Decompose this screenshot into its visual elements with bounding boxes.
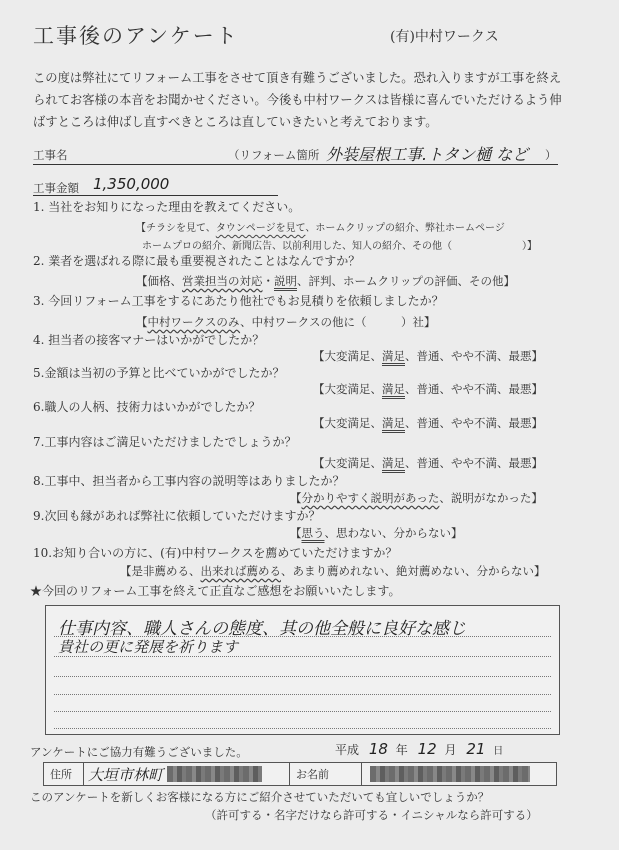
address-field[interactable] <box>84 763 290 785</box>
option-text: 【チラシを見て、 <box>136 223 216 234</box>
project-name-field[interactable] <box>33 142 558 165</box>
option-text: 【是非薦める、 <box>120 564 201 578</box>
option-text: 【価格、 <box>136 274 182 288</box>
date-era: 平成 <box>335 743 360 757</box>
comment-line-2: 貴社の更に発展を祈ります <box>58 638 239 656</box>
selected-option[interactable]: 営業担当の対応 <box>182 274 263 288</box>
question-8-options <box>290 490 543 506</box>
question-6-options <box>313 415 543 431</box>
option-text: 、あまり薦めれない、絶対薦めない、分からない】 <box>281 564 546 578</box>
dotted-rule <box>54 676 551 677</box>
option-text: 【 <box>290 491 302 505</box>
question-10 <box>33 544 397 561</box>
date-year-unit: 年 <box>395 743 408 757</box>
date-month-unit: 月 <box>444 743 457 757</box>
intro-line-3: ばすところは伸ばし直すべきところは直していきたいと考えております。 <box>33 115 438 129</box>
question-number: 9. <box>33 509 45 523</box>
dotted-rule <box>54 694 551 695</box>
question-9 <box>33 507 320 524</box>
question-text: 金額は当初の予算と比べていかがでしたか？ <box>44 366 285 380</box>
thanks-text: アンケートにご協力有難うございました。 <box>30 745 248 759</box>
question-2 <box>33 252 360 269</box>
survey-title: 工事後のアンケート <box>33 24 239 48</box>
question-1-options-line-2: ホームプロの紹介、新聞広告、以前利用した、知人の紹介、その他（ ）】 <box>142 241 537 252</box>
question-number: 8. <box>33 474 45 488</box>
question-text: 工事内容はご満足いただけましたでしょうか？ <box>44 435 297 449</box>
question-text: お知り合いの方に、(有)中村ワークスを薦めていただけますか？ <box>52 546 398 560</box>
date-year: 18 <box>368 740 388 758</box>
question-text: 当社をお知りになった理由を教えてください。 <box>48 200 301 214</box>
permission-options[interactable]: （許可する・名字だけなら許可する・イニシャルなら許可する） <box>205 808 538 822</box>
question-4 <box>33 331 264 348</box>
option-text: 【 <box>290 526 302 540</box>
comment-prompt: ★今回のリフォーム工事を終えて正直なご感想をお願いいたします。 <box>30 584 401 598</box>
amount-field[interactable] <box>33 175 278 196</box>
option-text: 、普通、やや不満、最悪】 <box>405 456 543 470</box>
option-text: 【大変満足、 <box>313 382 382 396</box>
option-text: 【 <box>136 315 148 329</box>
name-field[interactable] <box>362 763 556 785</box>
question-text: 今回リフォーム工事をするにあたり他社でもお見積りを依頼しましたか？ <box>48 294 444 308</box>
address-label: 住所 <box>44 763 84 785</box>
question-2-options <box>136 273 515 289</box>
question-3 <box>33 292 444 309</box>
address-name-table <box>43 762 557 786</box>
option-text: 、普通、やや不満、最悪】 <box>405 349 543 363</box>
question-text: 担当者の接客マナーはいかがでしたか？ <box>48 333 265 347</box>
question-text: 工事中、担当者から工事内容の説明等はありましたか？ <box>44 474 345 488</box>
option-text: 、評判、ホームクリップの評価、その他】 <box>297 274 516 288</box>
question-6 <box>33 398 260 415</box>
date-day: 21 <box>466 740 486 758</box>
option-text: 、普通、やや不満、最悪】 <box>405 382 543 396</box>
selected-option[interactable]: 満足 <box>382 456 405 470</box>
comment-line-1: 仕事内容、職人さんの態度、其の他全般に良好な感じ <box>58 619 466 639</box>
selected-option[interactable]: 分かりやすく説明があった <box>301 491 440 505</box>
question-8 <box>33 472 344 489</box>
option-text: 【大変満足、 <box>313 416 382 430</box>
question-1 <box>33 198 300 215</box>
dotted-rule <box>54 728 551 729</box>
selected-option[interactable]: 中村ワークスのみ <box>147 315 241 329</box>
selected-option[interactable]: タウンページを見て <box>215 223 306 234</box>
question-number: 2. <box>33 254 45 268</box>
question-9-options <box>290 525 463 541</box>
date-field[interactable] <box>335 740 503 758</box>
question-1-options-line-1 <box>136 219 505 234</box>
question-number: 6. <box>33 400 45 414</box>
reform-area-suffix: ） <box>545 148 557 162</box>
reform-area-prefix: （リフォーム箇所 <box>228 148 320 162</box>
question-number: 1. <box>33 200 45 214</box>
project-name-label: 工事名 <box>33 148 68 162</box>
name-label: お名前 <box>290 763 362 785</box>
selected-option[interactable]: 説明 <box>274 274 297 288</box>
date-month: 12 <box>417 740 437 758</box>
address-value: 大垣市林町 <box>88 765 164 784</box>
question-number: 5. <box>33 366 45 380</box>
question-5 <box>33 364 284 381</box>
option-text: 【大変満足、 <box>313 349 382 363</box>
dotted-rule <box>54 711 551 712</box>
question-7-options <box>313 455 543 471</box>
intro-line-1: この度は弊社にてリフォーム工事をさせて頂き有難うございました。恐れ入りますが工事を終え <box>33 71 562 85</box>
redacted-name <box>370 766 530 782</box>
question-7 <box>33 433 296 450</box>
question-number: 3. <box>33 294 45 308</box>
option-text: 、思わない、分からない】 <box>324 526 463 540</box>
option-text: 、説明がなかった】 <box>439 491 543 505</box>
selected-option[interactable]: 出来れば薦める <box>200 564 281 578</box>
question-text: 次回も縁があれば弊社に依頼していただけますか？ <box>44 509 321 523</box>
question-number: 7. <box>33 435 45 449</box>
redacted-address <box>167 766 262 782</box>
question-number: 4. <box>33 333 45 347</box>
question-number: 10. <box>33 546 53 560</box>
question-text: 業者を選ばれる際に最も重要視されたことはなんですか？ <box>48 254 361 268</box>
selected-option[interactable]: 満足 <box>382 382 405 396</box>
option-text: ・ <box>262 274 274 288</box>
question-10-options <box>120 563 546 579</box>
option-text: 、ホームクリップの紹介、弊社ホームページ <box>305 223 505 234</box>
option-text: 、普通、やや不満、最悪】 <box>405 416 543 430</box>
option-text: 、中村ワークスの他に（ ）社】 <box>240 315 436 329</box>
question-4-options <box>313 348 543 364</box>
question-5-options <box>313 381 543 397</box>
selected-option[interactable]: 思う <box>301 526 325 540</box>
reform-area-value: 外装屋根工事.トタン樋 など <box>326 145 529 164</box>
date-day-unit: 日 <box>493 746 504 757</box>
amount-value: 1,350,000 <box>93 175 170 193</box>
permission-question: このアンケートを新しくお客様になる方にご紹介させていただいても宜しいでしょうか？ <box>30 790 490 804</box>
selected-option[interactable]: 満足 <box>382 416 405 430</box>
intro-line-2: られてお客様の本音をお聞かせください。今後も中村ワークスは皆様に喜んでいただけるよう伸 <box>33 93 562 107</box>
question-3-options <box>136 314 435 330</box>
company-name: (有)中村ワークス <box>390 29 499 45</box>
selected-option[interactable]: 満足 <box>382 349 405 363</box>
comment-textarea[interactable] <box>45 605 560 735</box>
amount-label: 工事金額 <box>33 181 79 195</box>
question-text: 職人の人柄、技術力はいかがでしたか？ <box>44 400 261 414</box>
option-text: 【大変満足、 <box>313 456 382 470</box>
